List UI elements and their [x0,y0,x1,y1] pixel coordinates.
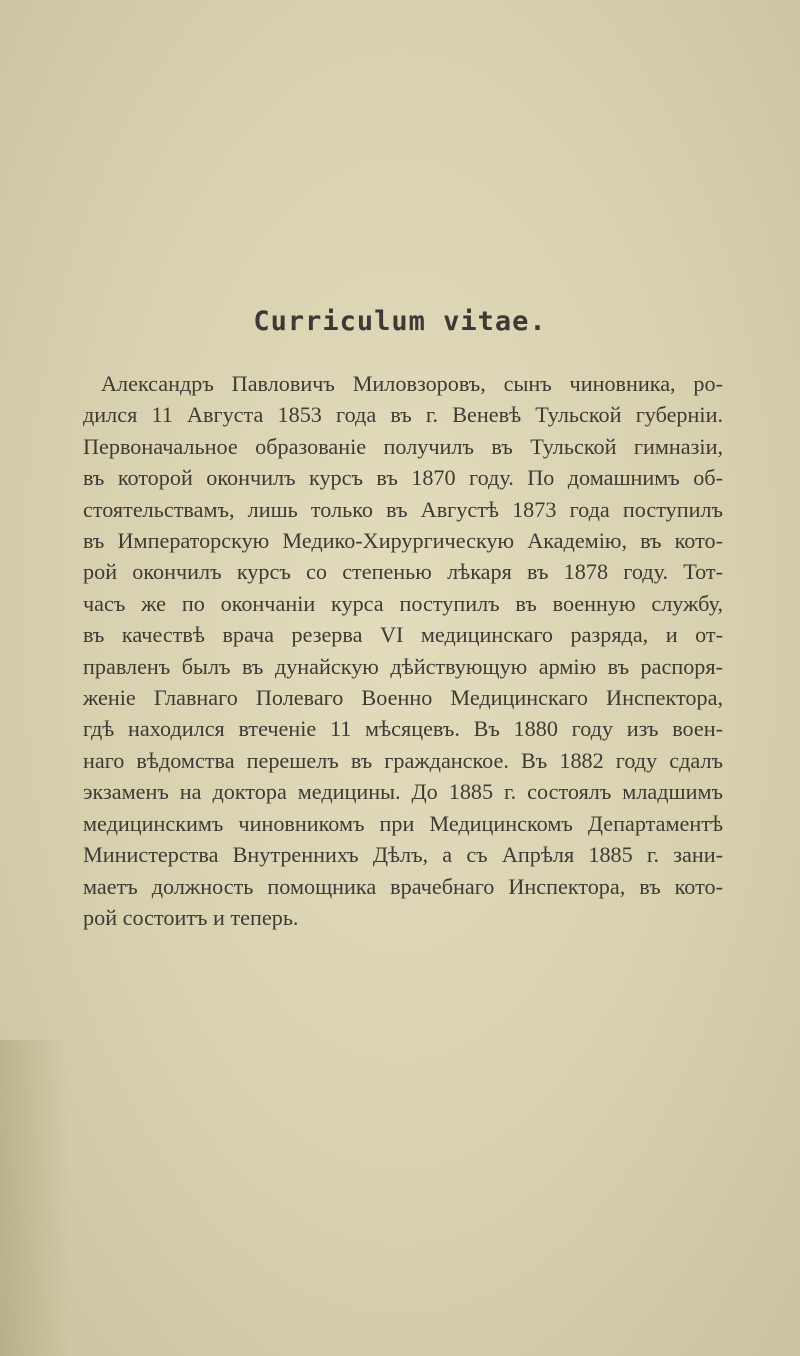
text-line: маетъ должность помощника врачебнаго Инспектора, въ кото- [83,873,723,899]
document-title: Curriculum vitae. [253,306,547,337]
text-line: рой состоитъ и теперь. [83,904,299,930]
text-line: правленъ былъ въ дунайскую дѣйствующую армію въ распоря- [83,653,723,679]
text-line: медицинскимъ чиновникомъ при Медицинскомъ Департаментѣ [83,810,723,836]
text-line: рой окончилъ курсъ со степенью лѣкаря въ 1878 году. Тот- [83,559,723,585]
biography-paragraph [83,368,723,933]
text-line: экзаменъ на доктора медицины. До 1885 г. состоялъ младшимъ [83,779,723,805]
text-line: дился 11 Августа 1853 года въ г. Веневѣ Тульской губерніи. [83,402,723,428]
text-line: наго вѣдомства перешелъ въ гражданское. Въ 1882 году сдалъ [83,747,723,773]
text-line: въ которой окончилъ курсъ въ 1870 году. По домашнимъ об- [83,465,723,491]
text-line: часъ же по окончаніи курса поступилъ въ военную службу, [83,590,723,616]
text-line: Александръ Павловичъ Миловзоровъ, сынъ чиновника, ро- [101,371,723,396]
text-line: въ качествѣ врача резерва VI медицинскаго разряда, и от- [83,622,723,648]
text-line: женіе Главнаго Полеваго Военно Медицинскаго Инспектора, [83,685,723,711]
text-line: гдѣ находился втеченіе 11 мѣсяцевъ. Въ 1880 году изъ воен- [83,716,723,742]
paper-stain [0,1040,70,1356]
text-line: Министерства Внутреннихъ Дѣлъ, а съ Апрѣля 1885 г. зани- [83,842,723,868]
text-line: Первоначальное образованіе получилъ въ Тульской гимназіи, [83,433,723,459]
text-line: въ Императорскую Медико-Хирургическую Академію, въ кото- [83,528,723,554]
text-line: стоятельствамъ, лишь только въ Августѣ 1873 года поступилъ [83,496,723,522]
